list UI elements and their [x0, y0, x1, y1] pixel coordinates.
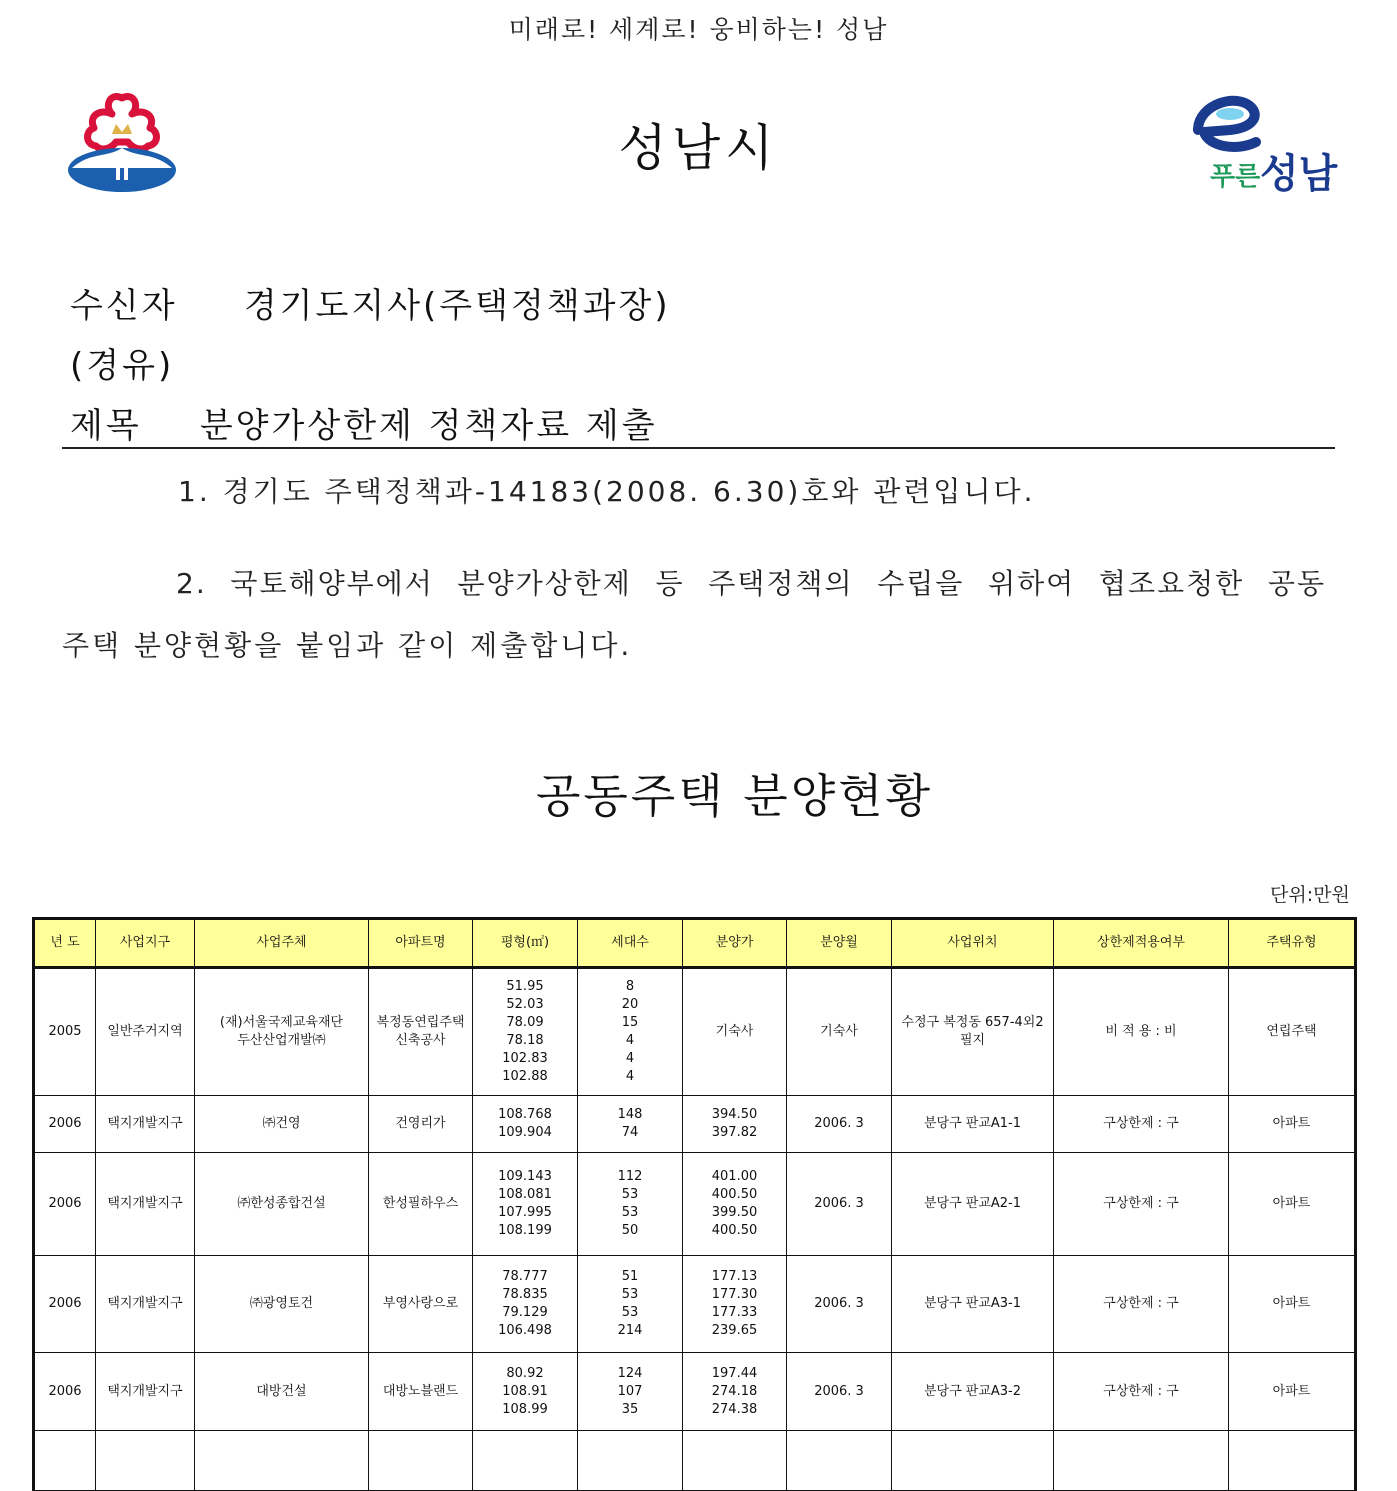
cell-line: 112 — [617, 1169, 643, 1184]
cell-price — [683, 1153, 787, 1256]
cell-price-cap: 구상한제 : 구 — [1054, 1153, 1229, 1256]
cell-developer — [195, 1353, 369, 1431]
brand-small-text: 푸른 — [1210, 162, 1261, 192]
cell-line: 78.777 — [502, 1269, 548, 1284]
cell-size — [473, 968, 578, 1096]
col-apartment: 아파트명 — [369, 919, 473, 968]
housing-sales-table — [32, 917, 1357, 1491]
empty-cell — [1229, 1431, 1356, 1491]
paragraph-1: 1. 경기도 주택정책과-14183(2008. 6.30)호와 관련입니다. — [178, 475, 1036, 508]
cell-district: 택지개발지구 — [96, 1096, 195, 1153]
cell-line: ㈜건영 — [262, 1116, 301, 1131]
cell-line: 4 — [625, 1051, 635, 1066]
cell-price — [683, 1096, 787, 1153]
cell-line: 51 — [621, 1269, 639, 1284]
cell-line: 177.13 — [711, 1269, 758, 1284]
cell-line: 107 — [617, 1383, 643, 1399]
cell-line: 80.92 — [506, 1365, 544, 1381]
cell-line: 78.18 — [506, 1033, 544, 1048]
subject-line — [70, 398, 658, 447]
col-price-cap: 상한제적용여부 — [1054, 919, 1229, 968]
empty-cell — [892, 1431, 1054, 1491]
cell-line: 108.081 — [498, 1187, 552, 1202]
cell-line: 대방건설 — [256, 1383, 307, 1399]
cell-line: 400.50 — [711, 1187, 758, 1202]
cell-line: 분당구 판교A1-1 — [923, 1116, 1022, 1131]
cell-location — [892, 1353, 1054, 1431]
cell-year: 2006 — [34, 1256, 96, 1353]
cell-line: 53 — [621, 1287, 639, 1302]
col-price: 분양가 — [683, 919, 787, 968]
cell-line: 건영리가 — [395, 1116, 446, 1131]
cell-district: 택지개발지구 — [96, 1353, 195, 1431]
green-seongnam-logo — [1190, 90, 1340, 200]
cell-line: 한성필하우스 — [382, 1196, 459, 1211]
cell-line: 부영사랑으로 — [382, 1296, 459, 1311]
cell-line: 4 — [625, 1069, 635, 1084]
cell-line: 397.82 — [711, 1125, 758, 1140]
cell-line: 79.129 — [502, 1305, 548, 1320]
recipient-label: 수신자 — [70, 286, 178, 326]
cell-line: 108.99 — [502, 1401, 548, 1417]
cell-year: 2006 — [34, 1153, 96, 1256]
table-row — [34, 968, 1356, 1096]
cell-line: 400.50 — [711, 1223, 758, 1238]
cell-line: 35 — [621, 1401, 639, 1417]
cell-line: 274.18 — [711, 1383, 758, 1399]
table-row-partial — [34, 1431, 1356, 1491]
cell-line: 148 — [617, 1107, 643, 1122]
cell-line: 4 — [625, 1033, 635, 1048]
cell-line: 177.33 — [711, 1305, 758, 1320]
cell-price — [683, 1256, 787, 1353]
empty-cell — [787, 1431, 892, 1491]
recipient-line — [70, 278, 671, 327]
cell-line: 기숙사 — [715, 1024, 754, 1039]
cell-line: 394.50 — [711, 1107, 758, 1122]
cell-line: 102.88 — [502, 1069, 548, 1084]
cell-line: 108.199 — [498, 1223, 552, 1238]
empty-cell — [578, 1431, 683, 1491]
col-month: 분양월 — [787, 919, 892, 968]
cell-line: 401.00 — [711, 1169, 758, 1184]
cell-location — [892, 968, 1054, 1096]
cell-line: (재)서울국제교육재단 — [219, 1015, 344, 1030]
cell-developer — [195, 1256, 369, 1353]
cell-month: 기숙사 — [787, 968, 892, 1096]
header-divider — [62, 447, 1335, 449]
cell-price-cap: 구상한제 : 구 — [1054, 1096, 1229, 1153]
cell-housing-type: 아파트 — [1229, 1153, 1356, 1256]
cell-size — [473, 1256, 578, 1353]
empty-cell — [195, 1431, 369, 1491]
cell-apartment — [369, 1096, 473, 1153]
cell-line: 분당구 판교A2-1 — [923, 1196, 1022, 1211]
cell-line: 108.91 — [502, 1383, 548, 1399]
col-year: 년 도 — [34, 919, 96, 968]
cell-line: 214 — [617, 1323, 643, 1338]
cell-year: 2005 — [34, 968, 96, 1096]
cell-line: 분당구 판교A3-2 — [923, 1383, 1022, 1399]
cell-line: 50 — [621, 1223, 639, 1238]
cell-size — [473, 1353, 578, 1431]
cell-housing-type: 아파트 — [1229, 1353, 1356, 1431]
cell-developer — [195, 1153, 369, 1256]
cell-line: 수정구 복정동 657-4외2 — [901, 1015, 1044, 1030]
cell-housing-type: 연립주택 — [1229, 968, 1356, 1096]
cell-housing-type: 아파트 — [1229, 1096, 1356, 1153]
cell-apartment — [369, 1353, 473, 1431]
paragraph-2-line-2: 주택 분양현황을 붙임과 같이 제출합니다. — [62, 629, 633, 662]
col-district: 사업지구 — [96, 919, 195, 968]
cell-line: 109.904 — [498, 1125, 552, 1140]
cell-month: 2006. 3 — [787, 1096, 892, 1153]
col-size: 평형(㎡) — [473, 919, 578, 968]
paragraph-2-line-1: 2. 국토해양부에서 분양가상한제 등 주택정책의 수립을 위하여 협조요청한 공동 — [176, 567, 1326, 600]
table-title: 공동주택 분양현황 — [535, 769, 934, 823]
cell-price-cap: 구상한제 : 구 — [1054, 1353, 1229, 1431]
cell-size — [473, 1153, 578, 1256]
cell-line: 대방노블랜드 — [382, 1383, 459, 1399]
cell-line: 78.835 — [502, 1287, 548, 1302]
cell-district: 일반주거지역 — [96, 968, 195, 1096]
cell-housing-type: 아파트 — [1229, 1256, 1356, 1353]
cell-district: 택지개발지구 — [96, 1256, 195, 1353]
cell-line: 239.65 — [711, 1323, 758, 1338]
cell-units — [578, 1256, 683, 1353]
cell-line: 8 — [625, 979, 635, 994]
cell-line: 78.09 — [506, 1015, 544, 1030]
cell-line: 52.03 — [506, 997, 544, 1012]
cell-line: 신축공사 — [395, 1033, 446, 1048]
cell-line: 124 — [617, 1365, 643, 1381]
cell-price-cap: 비 적 용 : 비 — [1054, 968, 1229, 1096]
table-row — [34, 1256, 1356, 1353]
cell-line: 107.995 — [498, 1205, 552, 1220]
empty-cell — [1054, 1431, 1229, 1491]
cell-units — [578, 1353, 683, 1431]
empty-cell — [96, 1431, 195, 1491]
table-header-row — [34, 919, 1356, 968]
cell-location — [892, 1256, 1054, 1353]
col-housing-type: 주택유형 — [1229, 919, 1356, 968]
subject-value: 분양가상한제 정책자료 제출 — [199, 406, 658, 446]
cell-line: 109.143 — [498, 1169, 552, 1184]
cell-line: 106.498 — [498, 1323, 552, 1338]
cell-apartment — [369, 1153, 473, 1256]
subject-label: 제목 — [70, 406, 142, 446]
cell-developer — [195, 968, 369, 1096]
cell-units — [578, 1153, 683, 1256]
cell-price — [683, 968, 787, 1096]
cell-line: 274.38 — [711, 1401, 758, 1417]
empty-cell — [369, 1431, 473, 1491]
unit-label: 단위:만원 — [1270, 884, 1350, 906]
cell-units — [578, 968, 683, 1096]
col-developer: 사업주체 — [195, 919, 369, 968]
cell-year: 2006 — [34, 1096, 96, 1153]
organization-title: 성남시 — [618, 119, 779, 177]
cell-year: 2006 — [34, 1353, 96, 1431]
cell-line: 15 — [621, 1015, 639, 1030]
cell-line: 399.50 — [711, 1205, 758, 1220]
cell-line: 197.44 — [711, 1365, 758, 1381]
empty-cell — [473, 1431, 578, 1491]
cell-line: ㈜한성종합건설 — [237, 1196, 326, 1211]
cell-line: 두산산업개발㈜ — [237, 1033, 326, 1048]
brand-big-text: 성남 — [1260, 151, 1338, 197]
cell-line: 필지 — [959, 1033, 986, 1048]
table-row — [34, 1353, 1356, 1431]
cell-line: 20 — [621, 997, 639, 1012]
col-location: 사업위치 — [892, 919, 1054, 968]
via-line: (경유) — [70, 346, 175, 386]
cell-month: 2006. 3 — [787, 1353, 892, 1431]
empty-cell — [34, 1431, 96, 1491]
cell-units — [578, 1096, 683, 1153]
cell-price — [683, 1353, 787, 1431]
slogan: 미래로! 세계로! 웅비하는! 성남 — [508, 15, 889, 44]
cell-size — [473, 1096, 578, 1153]
cell-developer — [195, 1096, 369, 1153]
cell-apartment — [369, 1256, 473, 1353]
cell-line: 74 — [621, 1125, 639, 1140]
cell-location — [892, 1153, 1054, 1256]
cell-line: 102.83 — [502, 1051, 548, 1066]
col-units: 세대수 — [578, 919, 683, 968]
cell-line: 53 — [621, 1305, 639, 1320]
cell-apartment — [369, 968, 473, 1096]
table-row — [34, 1153, 1356, 1256]
cell-line: 51.95 — [506, 979, 544, 994]
recipient-value: 경기도지사(주택정책과장) — [243, 286, 671, 326]
table-row — [34, 1096, 1356, 1153]
cell-line: 53 — [621, 1205, 639, 1220]
cell-line: 53 — [621, 1187, 639, 1202]
cell-month: 2006. 3 — [787, 1153, 892, 1256]
empty-cell — [683, 1431, 787, 1491]
cell-line: 177.30 — [711, 1287, 758, 1302]
cell-month: 2006. 3 — [787, 1256, 892, 1353]
cell-location — [892, 1096, 1054, 1153]
cell-line: 분당구 판교A3-1 — [923, 1296, 1022, 1311]
cell-district: 택지개발지구 — [96, 1153, 195, 1256]
cell-line: ㈜광영토건 — [249, 1296, 314, 1311]
cell-price-cap: 구상한제 : 구 — [1054, 1256, 1229, 1353]
cell-line: 복정동연립주택 — [376, 1015, 465, 1030]
cell-line: 108.768 — [498, 1107, 552, 1122]
